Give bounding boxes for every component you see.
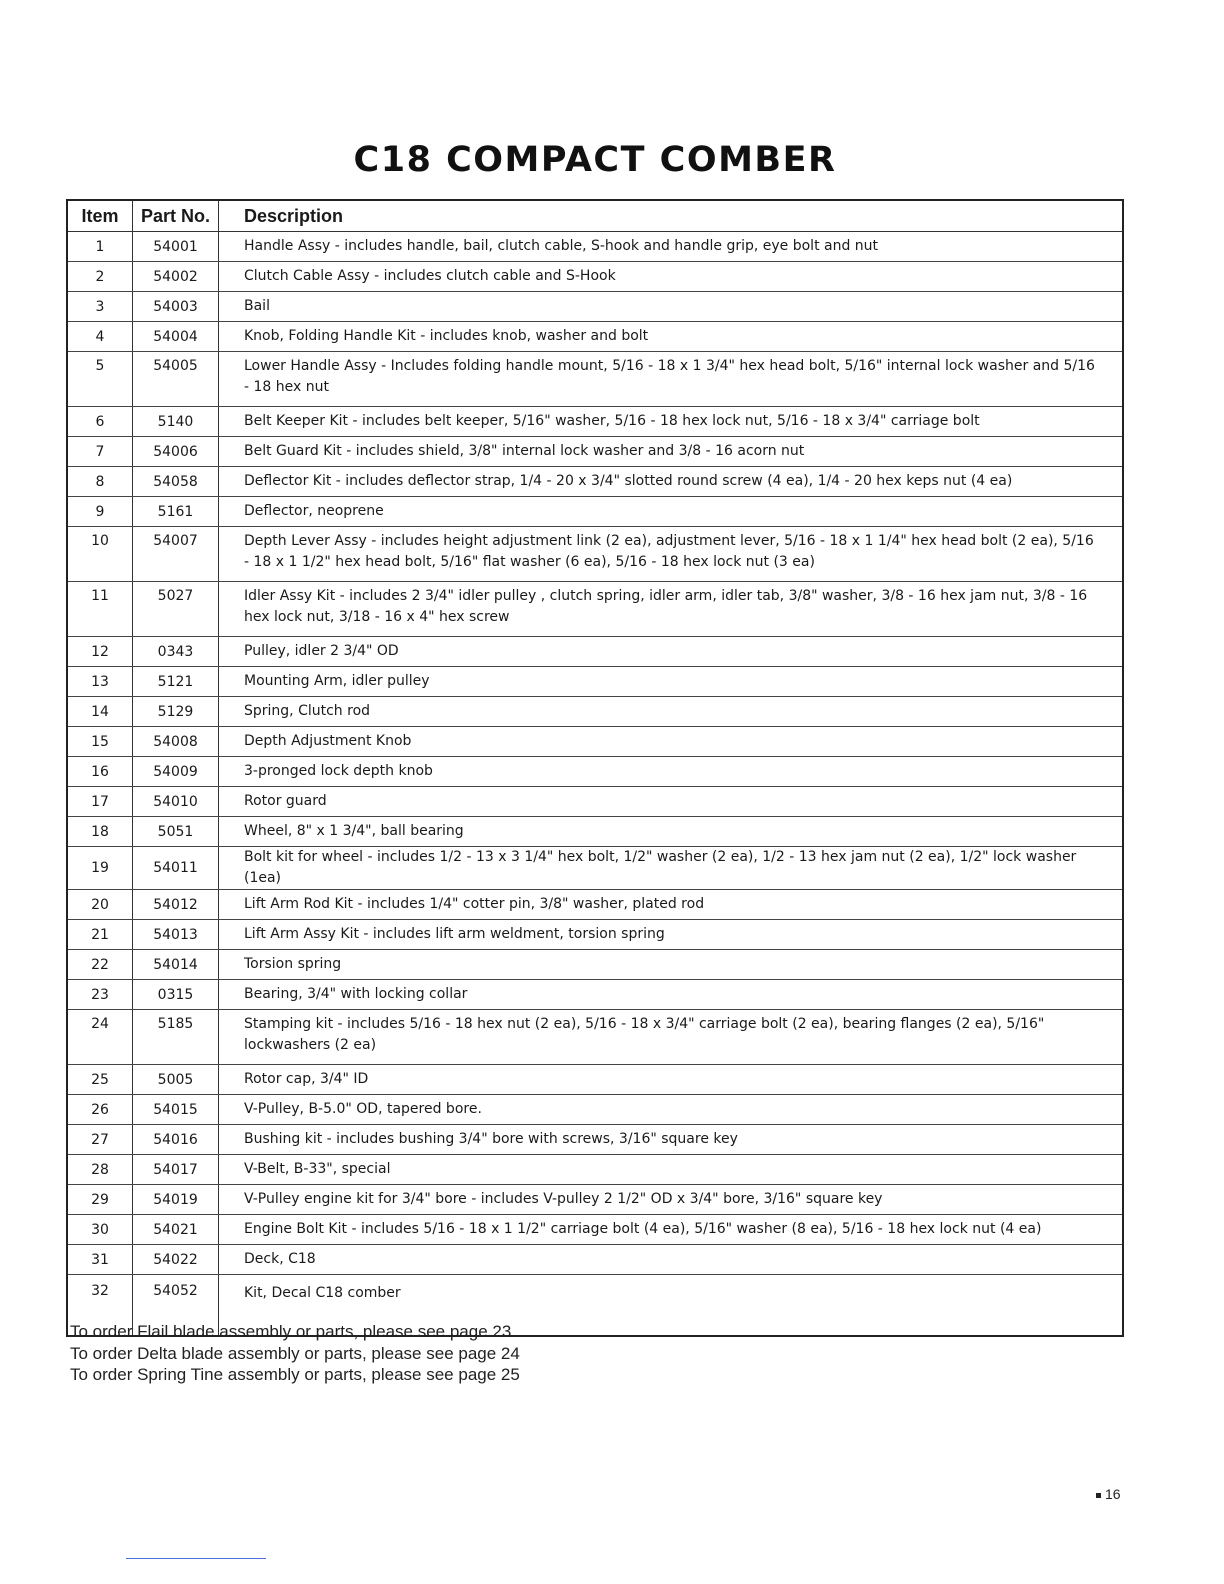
part-no-cell: 54009 (133, 757, 219, 787)
item-cell: 29 (67, 1185, 133, 1215)
part-no-cell: 54019 (133, 1185, 219, 1215)
description-cell: Belt Guard Kit - includes shield, 3/8" internal lock washer and 3/8 - 16 acorn nut (219, 437, 1124, 467)
description-cell: V-Belt, B-33", special (219, 1155, 1124, 1185)
item-cell: 3 (67, 292, 133, 322)
table-row (67, 757, 1123, 787)
bottom-rule (126, 1558, 266, 1559)
table-row (67, 950, 1123, 980)
table-row (67, 697, 1123, 727)
part-no-cell: 54006 (133, 437, 219, 467)
note-delta: To order Delta blade assembly or parts, please see page 24 (70, 1343, 520, 1363)
item-cell: 12 (67, 637, 133, 667)
item-cell: 6 (67, 407, 133, 437)
description-cell: Lower Handle Assy - Includes folding handle mount, 5/16 - 18 x 1 3/4" hex head bolt, 5/16" internal lock washer and 5/16 - 18 hex nut (219, 352, 1124, 407)
column-header-description: Description (219, 200, 1124, 232)
part-no-cell: 5185 (133, 1010, 219, 1065)
description-cell: Mounting Arm, idler pulley (219, 667, 1124, 697)
description-cell: Clutch Cable Assy - includes clutch cable and S-Hook (219, 262, 1124, 292)
part-no-cell: 54012 (133, 890, 219, 920)
item-cell: 13 (67, 667, 133, 697)
page-number-value: 16 (1105, 1486, 1121, 1502)
page-title: C18 COMPACT COMBER (353, 140, 837, 180)
part-no-cell: 5161 (133, 497, 219, 527)
description-cell: Belt Keeper Kit - includes belt keeper, 5/16" washer, 5/16 - 18 hex lock nut, 5/16 - 18 x 3/4" carriage bolt (219, 407, 1124, 437)
part-no-cell: 54013 (133, 920, 219, 950)
description-cell: Lift Arm Rod Kit - includes 1/4" cotter pin, 3/8" washer, plated rod (219, 890, 1124, 920)
part-no-cell: 54010 (133, 787, 219, 817)
description-cell: Bearing, 3/4" with locking collar (219, 980, 1124, 1010)
item-cell: 7 (67, 437, 133, 467)
table-row (67, 1125, 1123, 1155)
description-cell: 3-pronged lock depth knob (219, 757, 1124, 787)
table-row (67, 920, 1123, 950)
order-notes (70, 1321, 520, 1386)
part-no-cell: 0315 (133, 980, 219, 1010)
table-row (67, 787, 1123, 817)
part-no-cell: 54058 (133, 467, 219, 497)
note-flail: To order Flail blade assembly or parts, please see page 23 (70, 1322, 512, 1341)
description-cell: Rotor guard (219, 787, 1124, 817)
table-row (67, 497, 1123, 527)
table-row (67, 980, 1123, 1010)
item-cell: 27 (67, 1125, 133, 1155)
part-no-cell: 5140 (133, 407, 219, 437)
table-row (67, 847, 1123, 890)
table-row (67, 437, 1123, 467)
item-cell: 18 (67, 817, 133, 847)
item-cell: 1 (67, 232, 133, 262)
part-no-cell: 54008 (133, 727, 219, 757)
description-cell: Knob, Folding Handle Kit - includes knob, washer and bolt (219, 322, 1124, 352)
bullet-icon (1096, 1493, 1101, 1498)
item-cell: 16 (67, 757, 133, 787)
item-cell: 15 (67, 727, 133, 757)
description-cell: Bolt kit for wheel - includes 1/2 - 13 x 3 1/4" hex bolt, 1/2" washer (2 ea), 1/2 - 13 hex jam nut (2 ea), 1/2" lock washer (1ea) (219, 847, 1124, 890)
item-cell: 17 (67, 787, 133, 817)
table-row (67, 262, 1123, 292)
description-cell: Pulley, idler 2 3/4" OD (219, 637, 1124, 667)
part-no-cell: 5005 (133, 1065, 219, 1095)
description-cell: Wheel, 8" x 1 3/4", ball bearing (219, 817, 1124, 847)
part-no-cell: 54004 (133, 322, 219, 352)
item-cell: 32 (67, 1275, 133, 1337)
part-no-cell: 5051 (133, 817, 219, 847)
table-row (67, 582, 1123, 637)
page-number (1096, 1486, 1121, 1502)
part-no-cell: 54021 (133, 1215, 219, 1245)
part-no-cell: 5121 (133, 667, 219, 697)
table-row (67, 527, 1123, 582)
item-cell: 4 (67, 322, 133, 352)
description-cell: Idler Assy Kit - includes 2 3/4" idler pulley , clutch spring, idler arm, idler tab, 3/8" washer, 3/8 - 16 hex jam nut, 3/8 - 16 hex lock nut, 3/18 - 16 x 4" hex screw (219, 582, 1124, 637)
description-cell: Deflector, neoprene (219, 497, 1124, 527)
table-row (67, 1185, 1123, 1215)
description-cell: V-Pulley, B-5.0" OD, tapered bore. (219, 1095, 1124, 1125)
item-cell: 20 (67, 890, 133, 920)
table-row (67, 727, 1123, 757)
table-row (67, 667, 1123, 697)
table-row (67, 407, 1123, 437)
item-cell: 9 (67, 497, 133, 527)
part-no-cell: 54052 (133, 1275, 219, 1337)
column-header-part-no: Part No. (133, 200, 219, 232)
part-no-cell: 54001 (133, 232, 219, 262)
table-row (67, 232, 1123, 262)
item-cell: 31 (67, 1245, 133, 1275)
parts-table-body (67, 232, 1123, 1337)
description-cell: Spring, Clutch rod (219, 697, 1124, 727)
item-cell: 5 (67, 352, 133, 407)
part-no-cell: 54016 (133, 1125, 219, 1155)
part-no-cell: 54003 (133, 292, 219, 322)
description-cell: Depth Lever Assy - includes height adjustment link (2 ea), adjustment lever, 5/16 - 18 x 1 1/4" hex head bolt (2 ea), 5/16 - 18 x 1 1/2" hex head bolt, 5/16" flat washer (6 ea), 5/16 - 18 hex lock nut (3 ea) (219, 527, 1124, 582)
item-cell: 26 (67, 1095, 133, 1125)
description-cell: Torsion spring (219, 950, 1124, 980)
item-cell: 24 (67, 1010, 133, 1065)
table-row (67, 1155, 1123, 1185)
description-cell: Handle Assy - includes handle, bail, clutch cable, S-hook and handle grip, eye bolt and nut (219, 232, 1124, 262)
table-row (67, 292, 1123, 322)
item-cell: 14 (67, 697, 133, 727)
part-no-cell: 5129 (133, 697, 219, 727)
table-row (67, 1095, 1123, 1125)
table-row (67, 467, 1123, 497)
part-no-cell: 54014 (133, 950, 219, 980)
description-cell: Bushing kit - includes bushing 3/4" bore with screws, 3/16" square key (219, 1125, 1124, 1155)
table-row (67, 1010, 1123, 1065)
description-cell: Rotor cap, 3/4" ID (219, 1065, 1124, 1095)
table-row (67, 1065, 1123, 1095)
table-row (67, 1245, 1123, 1275)
item-cell: 30 (67, 1215, 133, 1245)
item-cell: 19 (67, 847, 133, 890)
part-no-cell: 54015 (133, 1095, 219, 1125)
table-row (67, 352, 1123, 407)
table-row (67, 1215, 1123, 1245)
note-spring-tine: To order Spring Tine assembly or parts, please see page 25 (70, 1365, 520, 1384)
description-cell: Depth Adjustment Knob (219, 727, 1124, 757)
part-no-cell: 54005 (133, 352, 219, 407)
table-row (67, 637, 1123, 667)
part-no-cell: 54022 (133, 1245, 219, 1275)
column-header-item: Item (67, 200, 133, 232)
part-no-cell: 0343 (133, 637, 219, 667)
item-cell: 23 (67, 980, 133, 1010)
description-cell: Deflector Kit - includes deflector strap, 1/4 - 20 x 3/4" slotted round screw (4 ea), 1/4 - 20 hex keps nut (4 ea) (219, 467, 1124, 497)
description-cell: V-Pulley engine kit for 3/4" bore - includes V-pulley 2 1/2" OD x 3/4" bore, 3/16" square key (219, 1185, 1124, 1215)
parts-table (66, 199, 1124, 1337)
item-cell: 22 (67, 950, 133, 980)
description-cell: Kit, Decal C18 comber (244, 1285, 401, 1301)
item-cell: 11 (67, 582, 133, 637)
description-cell: Engine Bolt Kit - includes 5/16 - 18 x 1 1/2" carriage bolt (4 ea), 5/16" washer (8 ea), 5/16 - 18 hex lock nut (4 ea) (219, 1215, 1124, 1245)
part-no-cell: 54017 (133, 1155, 219, 1185)
part-no-cell: 54002 (133, 262, 219, 292)
table-row (67, 322, 1123, 352)
item-cell: 10 (67, 527, 133, 582)
item-cell: 21 (67, 920, 133, 950)
part-no-cell: 54011 (133, 847, 219, 890)
description-cell: Stamping kit - includes 5/16 - 18 hex nut (2 ea), 5/16 - 18 x 3/4" carriage bolt (2 ea), bearing flanges (2 ea), 5/16" lockwashers (2 ea) (219, 1010, 1124, 1065)
item-cell: 2 (67, 262, 133, 292)
table-row (67, 817, 1123, 847)
item-cell: 8 (67, 467, 133, 497)
part-no-cell: 54007 (133, 527, 219, 582)
part-no-cell: 5027 (133, 582, 219, 637)
description-cell: Bail (219, 292, 1124, 322)
description-cell: Lift Arm Assy Kit - includes lift arm weldment, torsion spring (219, 920, 1124, 950)
item-cell: 28 (67, 1155, 133, 1185)
table-header-row (67, 200, 1123, 232)
description-cell: Deck, C18 (219, 1245, 1124, 1275)
item-cell: 25 (67, 1065, 133, 1095)
table-row (67, 890, 1123, 920)
